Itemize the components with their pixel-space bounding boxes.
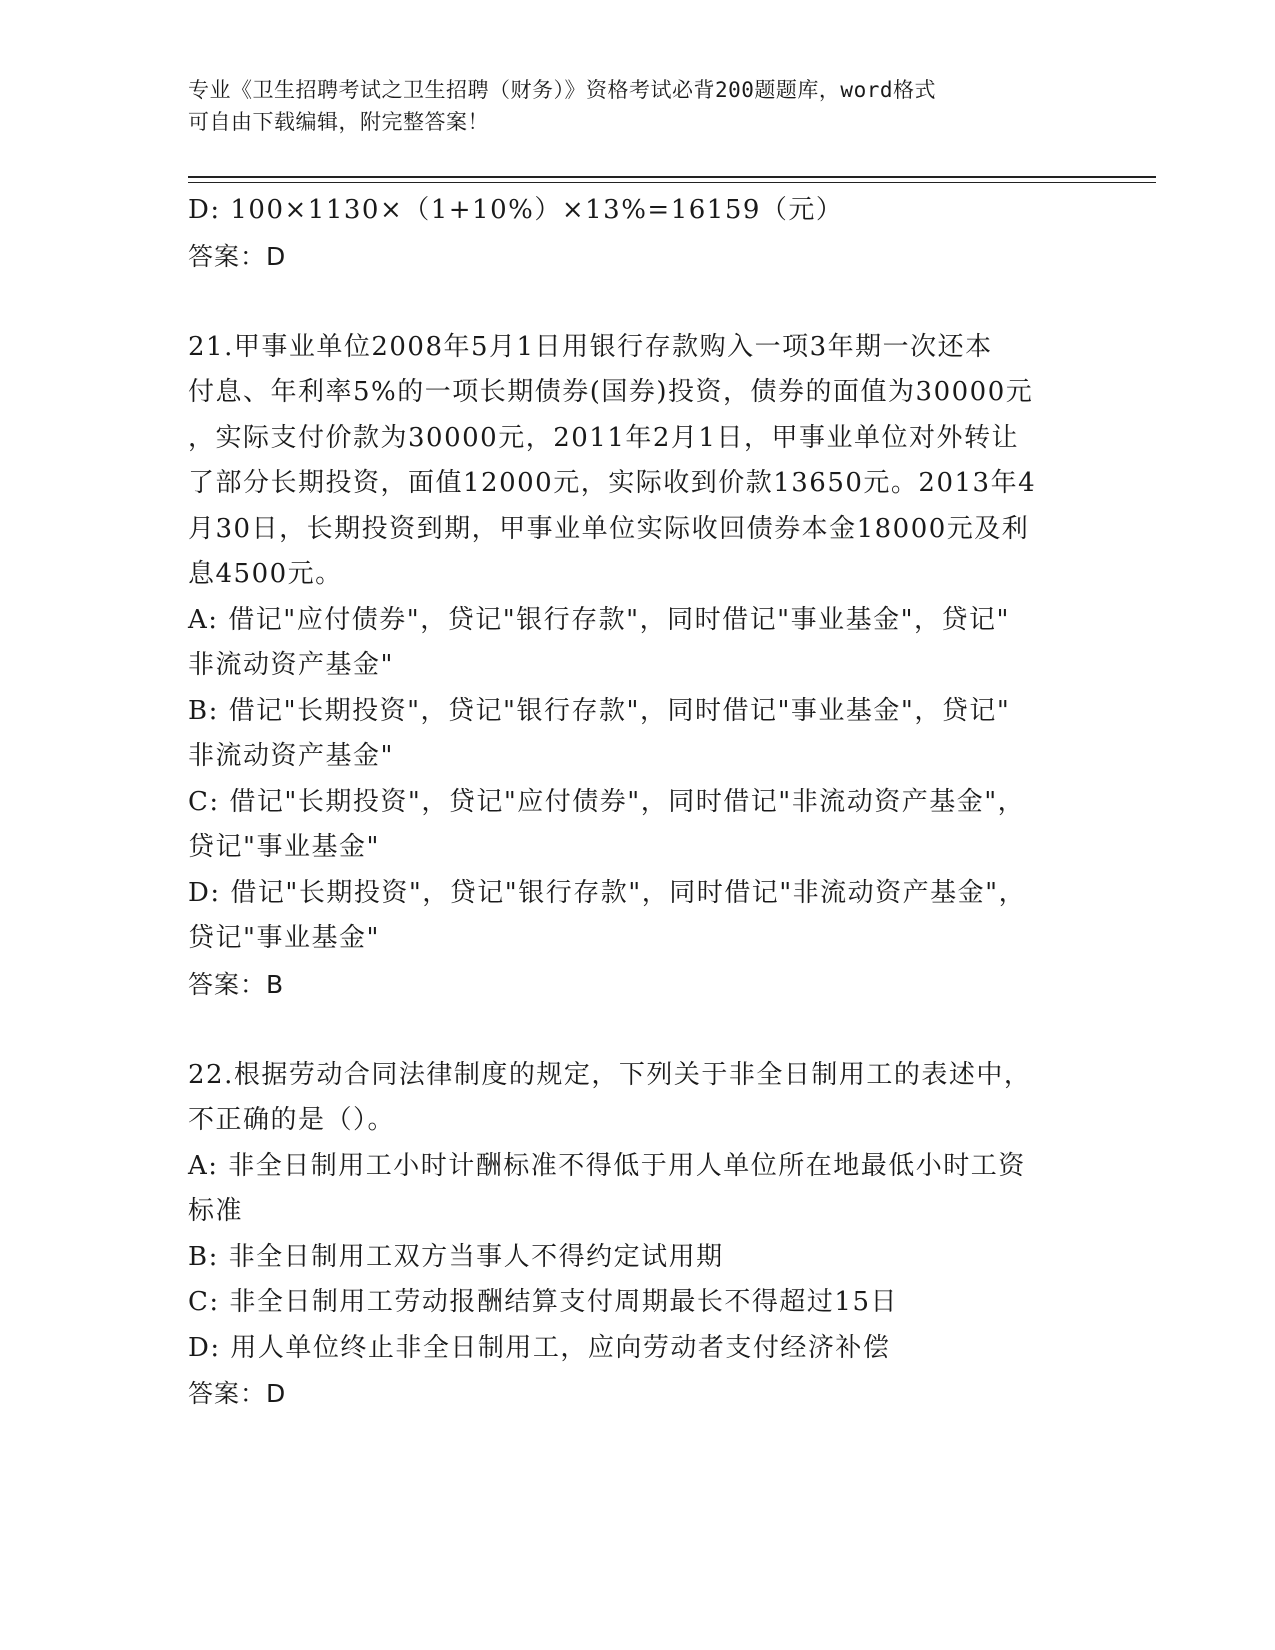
question-21-option-b xyxy=(188,689,1078,780)
question-21-option-d xyxy=(188,871,1078,962)
option-line: A: 非全日制用工小时计酬标准不得低于用人单位所在地最低小时工资 xyxy=(188,1150,1026,1181)
question-21-answer: 答案：B xyxy=(188,969,285,999)
question-21-stem-line: 了部分长期投资，面值12000元，实际收到价款13650元。2013年4 xyxy=(188,468,1037,498)
option-line: 标准 xyxy=(188,1196,244,1226)
prev-option-d: D: 100×1130×（1+10%）×13%=16159（元） xyxy=(188,195,844,225)
option-line: 贷记"事业基金" xyxy=(188,832,380,862)
question-22-answer: 答案：D xyxy=(188,1379,287,1408)
option-line: B: 借记"长期投资"，贷记"银行存款"，同时借记"事业基金"，贷记" xyxy=(188,695,1011,726)
option-line: D: 借记"长期投资"，贷记"银行存款"，同时借记"非流动资产基金"， xyxy=(188,877,1027,908)
question-22-option-a xyxy=(188,1144,1078,1235)
document-body xyxy=(188,188,1078,1417)
document-header xyxy=(188,74,1068,138)
option-line: 贷记"事业基金" xyxy=(188,923,380,953)
option-line: 非流动资产基金" xyxy=(188,650,394,680)
option-line: C: 借记"长期投资"，贷记"应付债券"，同时借记"非流动资产基金"， xyxy=(188,786,1026,817)
question-22-stem-line: 22.根据劳动合同法律制度的规定，下列关于非全日制用工的表述中， xyxy=(188,1059,1032,1090)
spacer xyxy=(188,279,1078,325)
question-22 xyxy=(188,1053,1078,1417)
question-22-option-b xyxy=(188,1235,1078,1281)
question-21-stem-line: ，实际支付价款为30000元，2011年2月1日，甲事业单位对外转让 xyxy=(188,422,1019,453)
option-line: C: 非全日制用工劳动报酬结算支付周期最长不得超过15日 xyxy=(188,1287,899,1317)
option-line: D: 用人单位终止非全日制用工，应向劳动者支付经济补偿 xyxy=(188,1332,891,1363)
option-line: 非流动资产基金" xyxy=(188,741,394,771)
question-21-option-a xyxy=(188,598,1078,689)
question-22-option-d xyxy=(188,1326,1078,1372)
spacer xyxy=(188,1007,1078,1053)
header-divider-thin xyxy=(188,182,1156,183)
header-line-2: 可自由下载编辑，附完整答案！ xyxy=(188,110,489,134)
question-21-stem-line: 息4500元。 xyxy=(188,559,343,589)
question-22-stem-line: 不正确的是（）。 xyxy=(188,1105,396,1135)
prev-answer: 答案：D xyxy=(188,241,287,271)
question-21-option-c xyxy=(188,780,1078,871)
header-divider-thick xyxy=(188,176,1156,178)
header-line-1: 专业《卫生招聘考试之卫生招聘（财务）》资格考试必背200题题库，word格式 xyxy=(188,78,936,102)
question-21-stem-line: 付息、年利率5%的一项长期债券(国券)投资，债券的面值为30000元 xyxy=(188,377,1034,407)
question-21 xyxy=(188,325,1078,1008)
question-21-stem-line: 月30日，长期投资到期，甲事业单位实际收回债券本金18000元及利 xyxy=(188,513,1030,544)
question-22-option-c xyxy=(188,1280,1078,1326)
option-line: B: 非全日制用工双方当事人不得约定试用期 xyxy=(188,1241,724,1272)
option-line: A: 借记"应付债券"，贷记"银行存款"，同时借记"事业基金"，贷记" xyxy=(188,604,1011,635)
question-21-stem-line: 21.甲事业单位2008年5月1日用银行存款购入一项3年期一次还本 xyxy=(188,331,993,362)
